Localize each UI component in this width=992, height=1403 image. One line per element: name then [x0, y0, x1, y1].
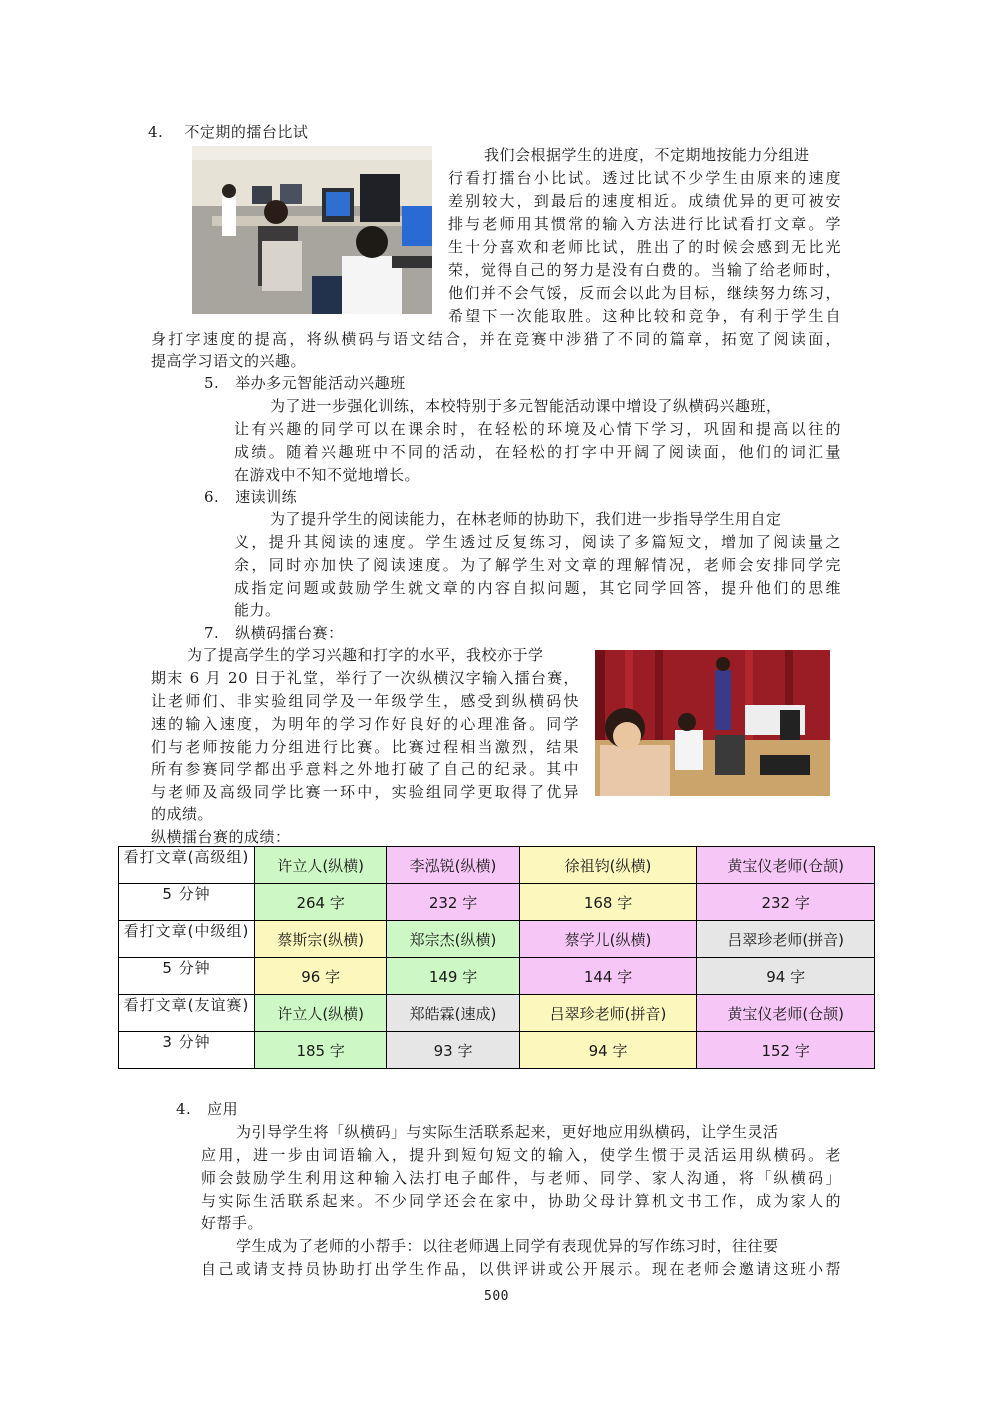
paragraph-line: 提高学习语文的兴趣。: [151, 352, 307, 370]
paragraph-line: 差别较大，到最后的速度相近。成绩优异的更可被安: [448, 192, 841, 210]
table-row: [119, 884, 875, 921]
score-cell: 144 字: [519, 958, 697, 995]
paragraph-line: 希望下一次能取胜。这种比较和竞争，有利于学生自: [448, 307, 841, 325]
paragraph-line: 为了提高学生的学习兴趣和打字的水平，我校亦于学: [187, 646, 544, 664]
score-cell: 许立人(纵横): [255, 847, 387, 884]
paragraph-line: 行看打擂台小比试。透过比试不少学生由原来的速度: [448, 169, 841, 187]
score-cell: 李泓锐(纵横): [387, 847, 519, 884]
computer-lab-photo: [192, 146, 432, 314]
paragraph-line: 身打字速度的提高，将纵横码与语文结合，并在竞赛中涉猎了不同的篇章，拓宽了阅读面，: [151, 330, 841, 348]
row-label-cell: [119, 958, 255, 995]
paragraph-line: 我们会根据学生的进度，不定期地按能力分组进: [484, 146, 810, 164]
paragraph-line: 学生成为了老师的小帮手：以往老师遇上同学有表现优异的写作练习时，往往要: [236, 1237, 779, 1255]
table-row: [119, 1032, 875, 1069]
score-cell: 152 字: [697, 1032, 875, 1069]
table-row: [119, 958, 875, 995]
paragraph-line: 好帮手。: [201, 1214, 264, 1232]
paragraph-line: 与实际生活联系起来。不少同学还会在家中，协助父母计算机文书工作，成为家人的: [201, 1192, 841, 1210]
paragraph-line: 速的输入速度，为明年的学习作好良好的心理准备。同学: [151, 715, 579, 733]
scores-table: [118, 846, 875, 1069]
paragraph-line: 让老师们、非实验组同学及一年级学生，感受到纵横码快: [151, 692, 579, 710]
score-cell: 185 字: [255, 1032, 387, 1069]
paragraph-line: 为了提升学生的阅读能力，在林老师的协助下，我们进一步指导学生用自定: [270, 510, 782, 528]
page-number: 500: [484, 1289, 509, 1304]
row-label-cell: [119, 921, 255, 958]
row-label: 5 分钟: [162, 959, 211, 977]
table-caption: 纵横擂台赛的成绩：: [151, 828, 291, 846]
paragraph-line: 成指定问题或鼓励学生就文章的内容自拟问题，其它同学回答，提升他们的思维: [234, 579, 841, 597]
row-label: 3 分钟: [162, 1033, 211, 1051]
row-label-cell: [119, 847, 255, 884]
paragraph-line: 的成绩。: [151, 805, 214, 823]
score-cell: 黄宝仪老师(仓颉): [697, 995, 875, 1032]
paragraph-line: 师会鼓励学生利用这种输入法打电子邮件，与老师、同学、家人沟通，将「纵横码」: [201, 1169, 841, 1187]
score-cell: 吕翠珍老师(拼音): [519, 995, 697, 1032]
score-cell: 蔡斯宗(纵横): [255, 921, 387, 958]
competition-photo: [595, 650, 830, 796]
paragraph-line: 为引导学生将「纵横码」与实际生活联系起来，更好地应用纵横码，让学生灵活: [236, 1123, 779, 1141]
paragraph-line: 让有兴趣的同学可以在课余时，在轻松的环境及心情下学习，巩固和提高以往的: [234, 420, 841, 438]
row-label: 看打文章(中级组): [123, 922, 250, 940]
score-cell: 96 字: [255, 958, 387, 995]
row-label-cell: [119, 884, 255, 921]
row-label: 看打文章(高级组): [123, 848, 250, 866]
application-heading: 4. 应用: [176, 1100, 239, 1118]
paragraph-line: 所有参赛同学都出乎意料之外地打破了自己的纪录。其中: [151, 760, 579, 778]
score-cell: 徐祖钧(纵横): [519, 847, 697, 884]
paragraph-line: 与老师及高级同学比赛一环中，实验组同学更取得了优异: [151, 783, 579, 801]
score-cell: 许立人(纵横): [255, 995, 387, 1032]
paragraph-line: 为了进一步强化训练，本校特别于多元智能活动课中增设了纵横码兴趣班，: [270, 397, 782, 415]
paragraph-line: 荣，觉得自己的努力是没有白费的。当输了给老师时，: [448, 261, 841, 279]
score-cell: 蔡学儿(纵横): [519, 921, 697, 958]
row-label: 看打文章(友谊赛): [123, 996, 250, 1014]
paragraph-line: 应用，进一步由词语输入，提升到短句短文的输入，使学生惯于灵活运用纵横码。老: [201, 1146, 841, 1164]
section-6-heading: 6. 速读训练: [204, 488, 298, 506]
score-cell: 吕翠珍老师(拼音): [697, 921, 875, 958]
score-cell: 168 字: [519, 884, 697, 921]
row-label: 5 分钟: [162, 885, 211, 903]
paragraph-line: 自己或请支持员协助打出学生作品，以供评讲或公开展示。现在老师会邀请这班小帮: [201, 1260, 841, 1278]
row-label-cell: [119, 995, 255, 1032]
section-4-right-text: [448, 144, 841, 328]
section-5-heading: 5. 举办多元智能活动兴趣班: [204, 374, 406, 392]
paragraph-line: 义，提升其阅读的速度。学生透过反复练习，阅读了多篇短文，增加了阅读量之: [234, 533, 841, 551]
paragraph-line: 期末 6 月 20 日于礼堂，举行了一次纵横汉字输入擂台赛，: [151, 669, 579, 687]
score-cell: 232 字: [697, 884, 875, 921]
paragraph-line: 生十分喜欢和老师比试，胜出了的时候会感到无比光: [448, 238, 841, 256]
score-cell: 93 字: [387, 1032, 519, 1069]
row-label-cell: [119, 1032, 255, 1069]
section-4-heading: 4. 不定期的擂台比试: [148, 123, 309, 141]
paragraph-line: 能力。: [234, 601, 281, 619]
table-row: [119, 847, 875, 884]
score-cell: 232 字: [387, 884, 519, 921]
score-cell: 郑宗杰(纵横): [387, 921, 519, 958]
section-7-heading: 7. 纵横码擂台赛：: [204, 624, 344, 642]
table-row: [119, 995, 875, 1032]
paragraph-line: 他们并不会气馁，反而会以此为目标，继续努力练习，: [448, 284, 841, 302]
score-cell: 149 字: [387, 958, 519, 995]
score-cell: 264 字: [255, 884, 387, 921]
paragraph-line: 成绩。随着兴趣班中不同的活动，在轻松的打字中开阔了阅读面，他们的词汇量: [234, 443, 841, 461]
paragraph-line: 排与老师用其惯常的输入方法进行比试看打文章。学: [448, 215, 841, 233]
score-cell: 94 字: [697, 958, 875, 995]
score-cell: 94 字: [519, 1032, 697, 1069]
score-cell: 黄宝仪老师(仓颉): [697, 847, 875, 884]
table-row: [119, 921, 875, 958]
paragraph-line: 们与老师按能力分组进行比赛。比赛过程相当激烈，结果: [151, 738, 579, 756]
score-cell: 郑皓霖(速成): [387, 995, 519, 1032]
paragraph-line: 在游戏中不知不觉地增长。: [234, 466, 421, 484]
paragraph-line: 余，同时亦加快了阅读速度。为了解学生对文章的理解情况，老师会安排同学完: [234, 556, 841, 574]
